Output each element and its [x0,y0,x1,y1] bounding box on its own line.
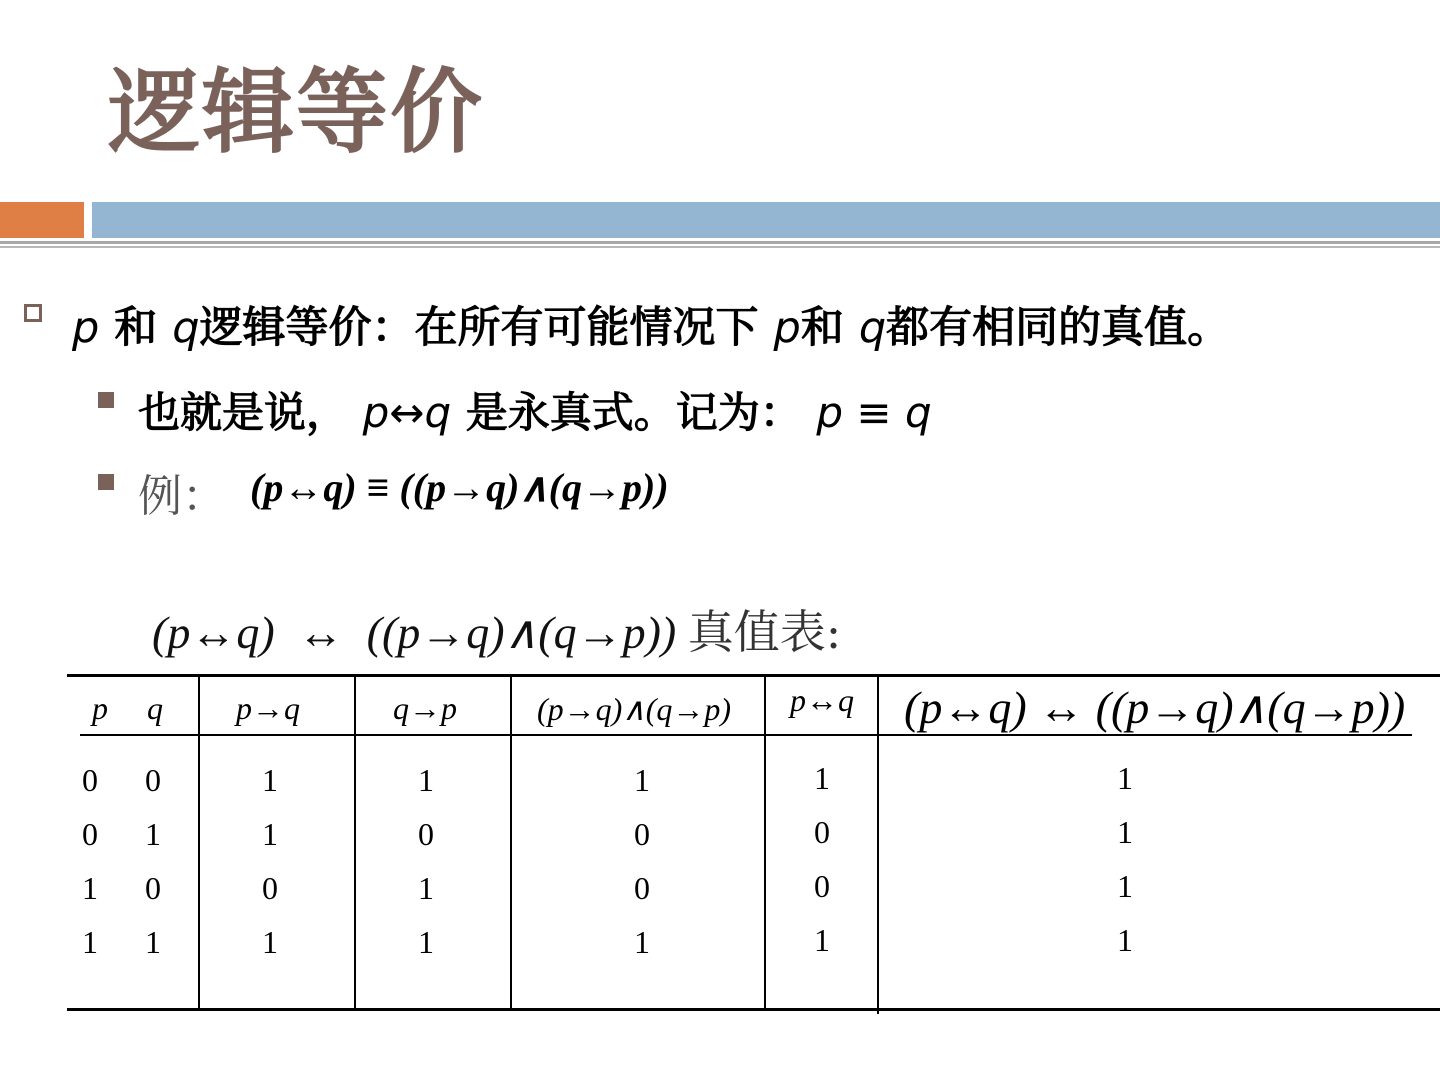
cell: 0 [262,870,278,906]
cell: 1 [1117,760,1133,796]
cell: 0 [814,868,830,904]
cell: 1 [418,924,434,960]
cell: 1 [418,870,434,906]
cell: 0 [634,870,650,906]
cell: 1 [634,762,650,798]
cell: 1 [814,760,830,796]
cell: 1 [262,924,278,960]
column-divider [764,676,766,1010]
cell: 1 [1117,814,1133,850]
column-divider [877,676,879,1014]
cell: 0 [145,870,161,906]
cell: 1 [262,816,278,852]
header-full-formula: (p↔q) ↔ ((p→q)∧(q→p)) [904,682,1406,733]
table-header-rule [80,734,1412,736]
header-rule [0,241,1440,244]
text-segment: 和 [800,303,844,353]
text-segment: 都有相同的真值。 [886,303,1231,353]
table-top-border [67,674,1440,677]
table-bottom-border [67,1008,1440,1011]
cell: 1 [262,762,278,798]
var-p: p [773,303,801,353]
cell: 0 [145,762,161,798]
caption-formula: (p↔q) ↔ ((p→q)∧(q→p)) [152,607,677,658]
cell: 1 [814,922,830,958]
header-band-orange [0,202,84,238]
cell: 0 [634,816,650,852]
example-formula: (p↔q) ≡ ((p→q)∧(q→p)) [250,465,669,510]
header-conjunction: (p→q)∧(q→p) [537,691,732,727]
text-segment: 也就是说， [138,388,349,437]
bullet-2-text [138,380,932,440]
header-p-implies-q: p→q [236,690,300,726]
cell: 0 [82,762,98,798]
text-segment: 逻辑等价：在所有可能情况下 [199,303,759,353]
cell: 1 [1117,922,1133,958]
header-q: q [147,690,163,726]
table-caption [152,596,841,662]
text-segment: 是永真式。记为： [465,388,802,437]
header-band-blue [92,202,1440,238]
bullet-1-text [72,294,1230,355]
example-label: 例： [138,471,226,522]
cell: 1 [82,924,98,960]
bullet-hollow-square-icon [24,304,42,322]
cell: 1 [145,924,161,960]
header-p: p [92,690,108,726]
formula-biconditional: p↔q [362,388,452,437]
caption-suffix: 真值表: [687,605,842,659]
bullet-filled-square-icon [98,392,114,408]
cell: 0 [82,816,98,852]
bullet-filled-square-icon [98,474,114,490]
cell: 0 [814,814,830,850]
var-q: q [858,303,887,353]
column-divider [198,676,200,1010]
column-divider [510,676,512,1010]
cell: 1 [418,762,434,798]
var-p: p [72,303,100,353]
cell: 1 [634,924,650,960]
header-biconditional: p↔q [790,682,854,718]
formula-equivalence: p ≡ q [816,388,932,437]
text-segment: 和 [114,303,158,353]
var-q: q [172,303,200,353]
cell: 1 [1117,868,1133,904]
cell: 1 [145,816,161,852]
header-q-implies-p: q→p [393,690,457,726]
page-title: 逻辑等价 [108,59,485,166]
header-rule-secondary [0,246,1440,248]
cell: 0 [418,816,434,852]
cell: 1 [82,870,98,906]
column-divider [354,676,356,1010]
